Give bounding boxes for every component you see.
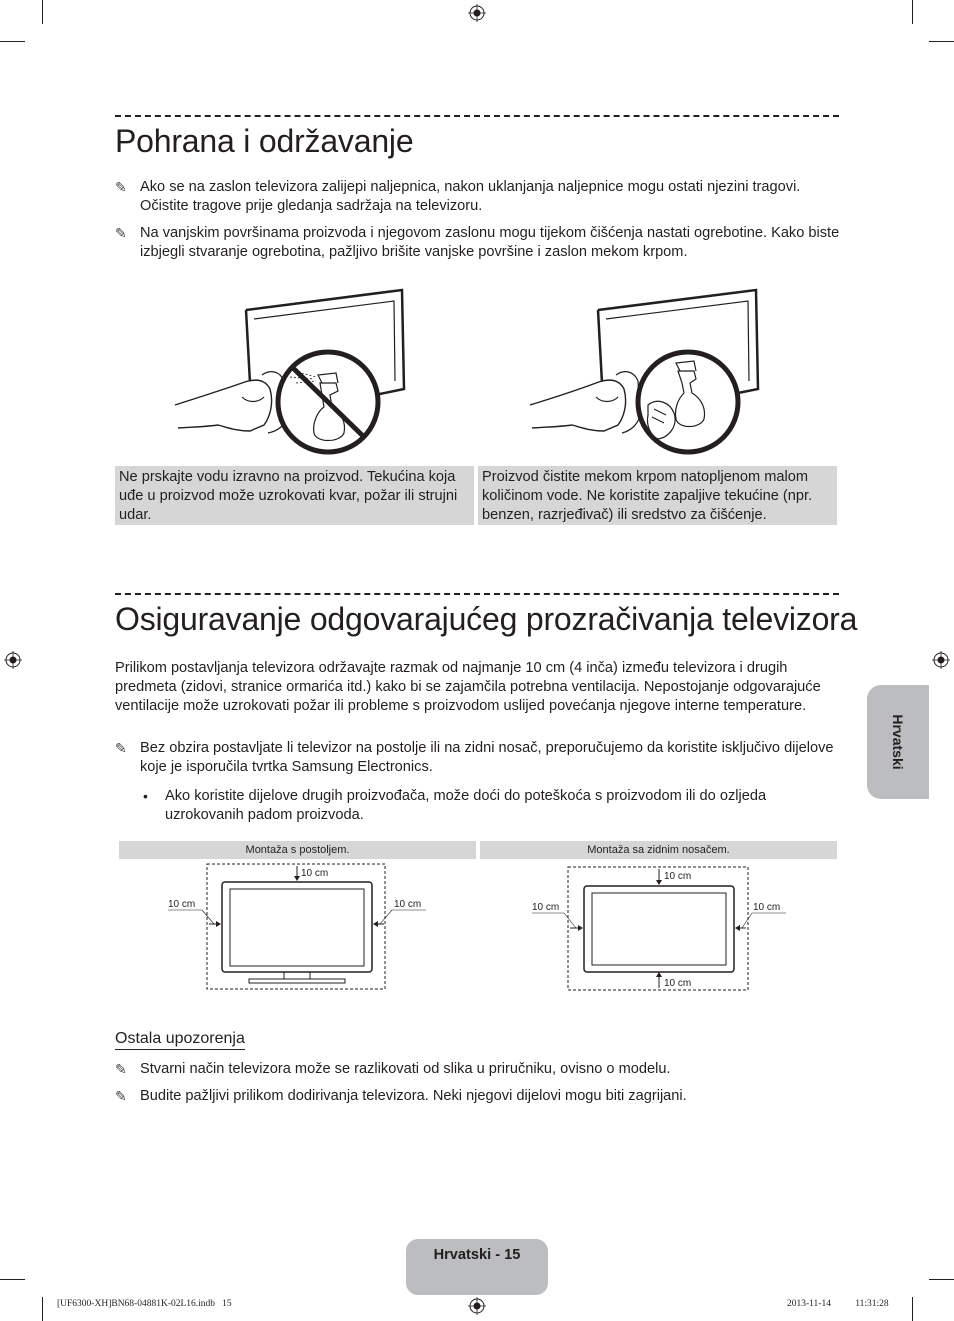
crop-mark [0, 1279, 25, 1280]
bullet-icon: • [143, 788, 148, 804]
slug-file-name: [UF6300-XH]BN68-04881K-02L16.indb 15 [57, 1299, 232, 1309]
gap-label-right: 10 cm [394, 899, 422, 910]
label-stand-mount: Montaža s postoljem. [119, 841, 476, 859]
subsection-title-other-warnings: Ostala upozorenja [115, 1029, 245, 1050]
crop-mark [912, 0, 913, 24]
gap-label-left: 10 cm [168, 899, 196, 910]
language-side-tab-label: Hrvatski [890, 714, 906, 770]
gap-label-top: 10 cm [301, 868, 329, 879]
caption-no-spray: Ne prskajte vodu izravno na proizvod. Tekućina koja uđe u proizvod može uzrokovati kvar, požar ili strujni udar. [115, 466, 474, 525]
page-number-label: Hrvatski - 15 [433, 1247, 521, 1263]
registration-mark-icon [4, 651, 22, 669]
crop-mark [42, 1297, 43, 1321]
registration-mark-icon [468, 4, 486, 22]
crop-mark [929, 1279, 954, 1280]
note-item: ✎ Budite pažljivi prilikom dodirivanja televizora. Neki njegovi dijelovi mogu biti zagrijani. [115, 1088, 687, 1104]
slug-timestamp: 2013-11-14 ￿￿ 11:31:28 [787, 1299, 889, 1309]
pencil-note-icon: ✎ [115, 1061, 127, 1077]
page-number-tab [406, 1239, 548, 1295]
section-divider [115, 115, 839, 117]
registration-mark-icon [468, 1297, 486, 1315]
crop-mark [912, 1297, 913, 1321]
diagram-wall-mount [528, 860, 793, 995]
bullet-item: • Ako koristite dijelove drugih proizvođača, može doći do poteškoća s proizvodom ili do ozljeda uzrokovanih padom proizvoda. [143, 788, 767, 823]
crop-mark [0, 41, 25, 42]
caption-wipe-cloth: Proizvod čistite mekom krpom natopljenom malom količinom vode. Ne koristite zapaljive tekućine (npr. benzen, razrjeđivač) ili sredstvo za čišćenje. [478, 466, 837, 525]
language-side-tab [867, 685, 929, 799]
note-item: ✎ Stvarni način televizora može se razlikovati od slika u priručniku, ovisno o modelu. [115, 1061, 671, 1077]
note-item: ✎ Na vanjskim površinama proizvoda i njegovom zaslonu mogu tijekom čišćenja nastati ogrebotine. Kako biste izbjegli stvaranje ogrebotina, pažljivo brišite vanjske površine i zaslon mekom krpom. [115, 225, 840, 260]
note-item: ✎ Ako se na zaslon televizora zalijepi naljepnica, nakon uklanjanja naljepnice mogu ostati njezini tragovi. Očistite tragove prije gledanja sadržaja na televizoru. [115, 179, 801, 214]
label-wall-mount: Montaža sa zidnim nosačem. [480, 841, 837, 859]
diagram-stand-mount [160, 860, 430, 995]
pencil-note-icon: ✎ [115, 179, 127, 195]
crop-mark [42, 0, 43, 24]
section-divider [115, 593, 839, 595]
gap-label-right: 10 cm [753, 902, 781, 913]
section-title-storage: Pohrana i održavanje [115, 123, 414, 159]
gap-label-bottom: 10 cm [664, 978, 692, 989]
ventilation-paragraph: Prilikom postavljanja televizora održavajte razmak od najmanje 10 cm (4 inča) između televizora i drugih predmeta (zidovi, stranice ormarića itd.) kako bi se zajamčila potrebna ventilacija. Nepostojanje odgovarajuće ventilacije može uzrokovati požar ili probleme s proizvodom uslijed povećanja njegove interne temperature. [115, 660, 821, 714]
gap-label-top: 10 cm [664, 871, 692, 882]
note-item: ✎ Bez obzira postavljate li televizor na postolje ili na zidni nosač, preporučujemo da koristite isključivo dijelove koje je isporučila tvrtka Samsung Electronics. [115, 740, 834, 775]
illustration-wipe-cloth [528, 285, 773, 457]
illustration-no-spray [170, 285, 415, 457]
section-title-ventilation: Osiguravanje odgovarajućeg prozračivanja televizora [115, 601, 858, 637]
crop-mark [929, 41, 954, 42]
pencil-note-icon: ✎ [115, 740, 127, 756]
pencil-note-icon: ✎ [115, 1088, 127, 1104]
gap-label-left: 10 cm [532, 902, 560, 913]
registration-mark-icon [932, 651, 950, 669]
pencil-note-icon: ✎ [115, 225, 127, 241]
